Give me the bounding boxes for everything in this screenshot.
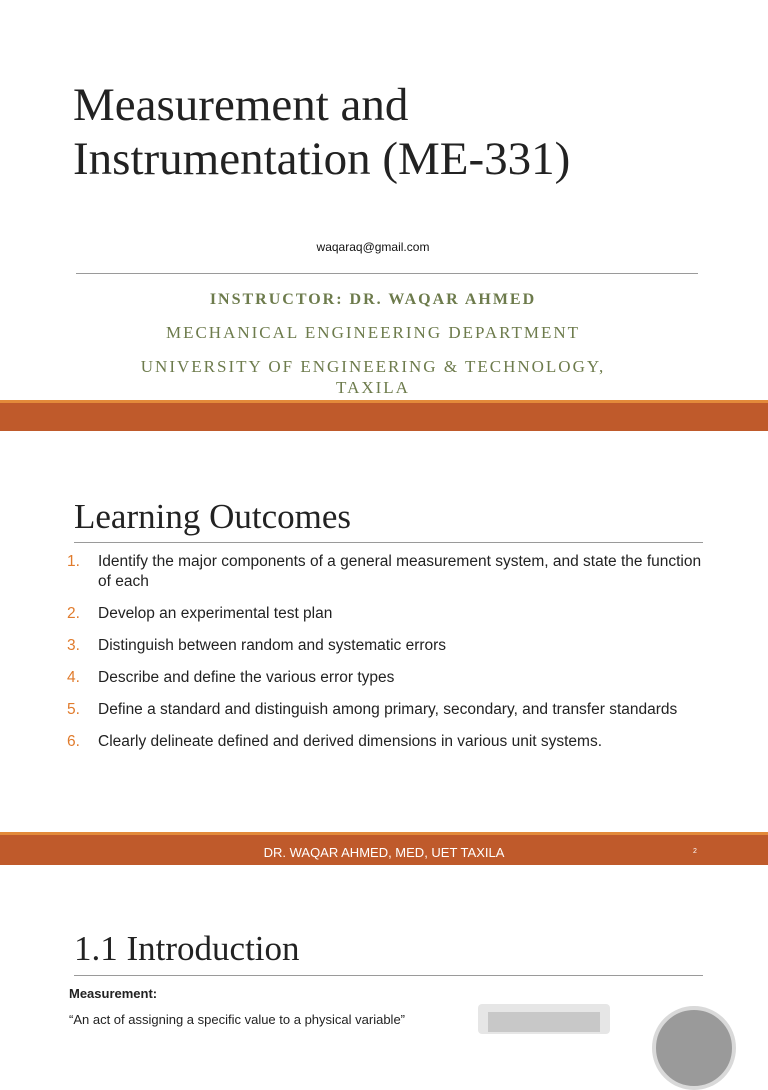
slide1-footer-band xyxy=(0,403,768,431)
outcome-text: Distinguish between random and systematic errors xyxy=(98,637,447,654)
title-divider xyxy=(76,273,698,274)
outcome-text: Develop an experimental test plan xyxy=(98,605,333,622)
university-line-2: TAXILA xyxy=(336,378,410,397)
slide-footer-text: DR. WAQAR AHMED, MED, UET TAXILA xyxy=(263,845,505,860)
outcome-text: Define a standard and distinguish among primary, secondary, and transfer standards xyxy=(98,701,678,718)
title-slide xyxy=(0,0,768,400)
outcome-number: 5. xyxy=(67,701,80,718)
outcome-number: 1. xyxy=(67,553,80,570)
outcome-item xyxy=(67,552,707,592)
heading-divider xyxy=(74,542,703,543)
measurement-definition: “An act of assigning a specific value to a physical variable” xyxy=(69,1012,406,1027)
department-name: MECHANICAL ENGINEERING DEPARTMENT xyxy=(165,323,581,342)
title-line-1: Measurement and xyxy=(73,79,409,131)
instrument-display xyxy=(488,1012,600,1032)
title-line-2: Instrumentation (ME-331) xyxy=(73,133,571,185)
outcomes-list xyxy=(67,552,707,764)
outcome-item xyxy=(67,636,707,656)
outcome-text: Clearly delineate defined and derived dimensions in various unit systems. xyxy=(98,733,603,750)
outcome-number: 6. xyxy=(67,733,80,750)
instructor-email: waqaraq@gmail.com xyxy=(316,240,430,254)
outcome-number: 2. xyxy=(67,605,80,622)
gauge-image xyxy=(652,1006,736,1090)
intro-divider xyxy=(74,975,703,976)
outcome-number: 4. xyxy=(67,669,80,686)
outcome-text: Identify the major components of a general measurement system, and state the function of each xyxy=(98,553,702,590)
introduction-heading: 1.1 Introduction xyxy=(74,929,300,968)
measurement-label: Measurement: xyxy=(69,986,158,1001)
university-name xyxy=(60,356,686,398)
outcome-item xyxy=(67,604,707,624)
outcome-item xyxy=(67,700,707,720)
instructor-name: INSTRUCTOR: DR. WAQAR AHMED xyxy=(209,291,537,308)
slide-title xyxy=(73,78,570,186)
outcome-item xyxy=(67,668,707,688)
outcome-number: 3. xyxy=(67,637,80,654)
outcome-item xyxy=(67,732,707,752)
page-number: 2 xyxy=(693,848,697,855)
learning-outcomes-heading: Learning Outcomes xyxy=(74,497,351,536)
outcome-text: Describe and define the various error types xyxy=(98,669,395,686)
university-line-1: UNIVERSITY OF ENGINEERING & TECHNOLOGY, xyxy=(140,357,606,376)
